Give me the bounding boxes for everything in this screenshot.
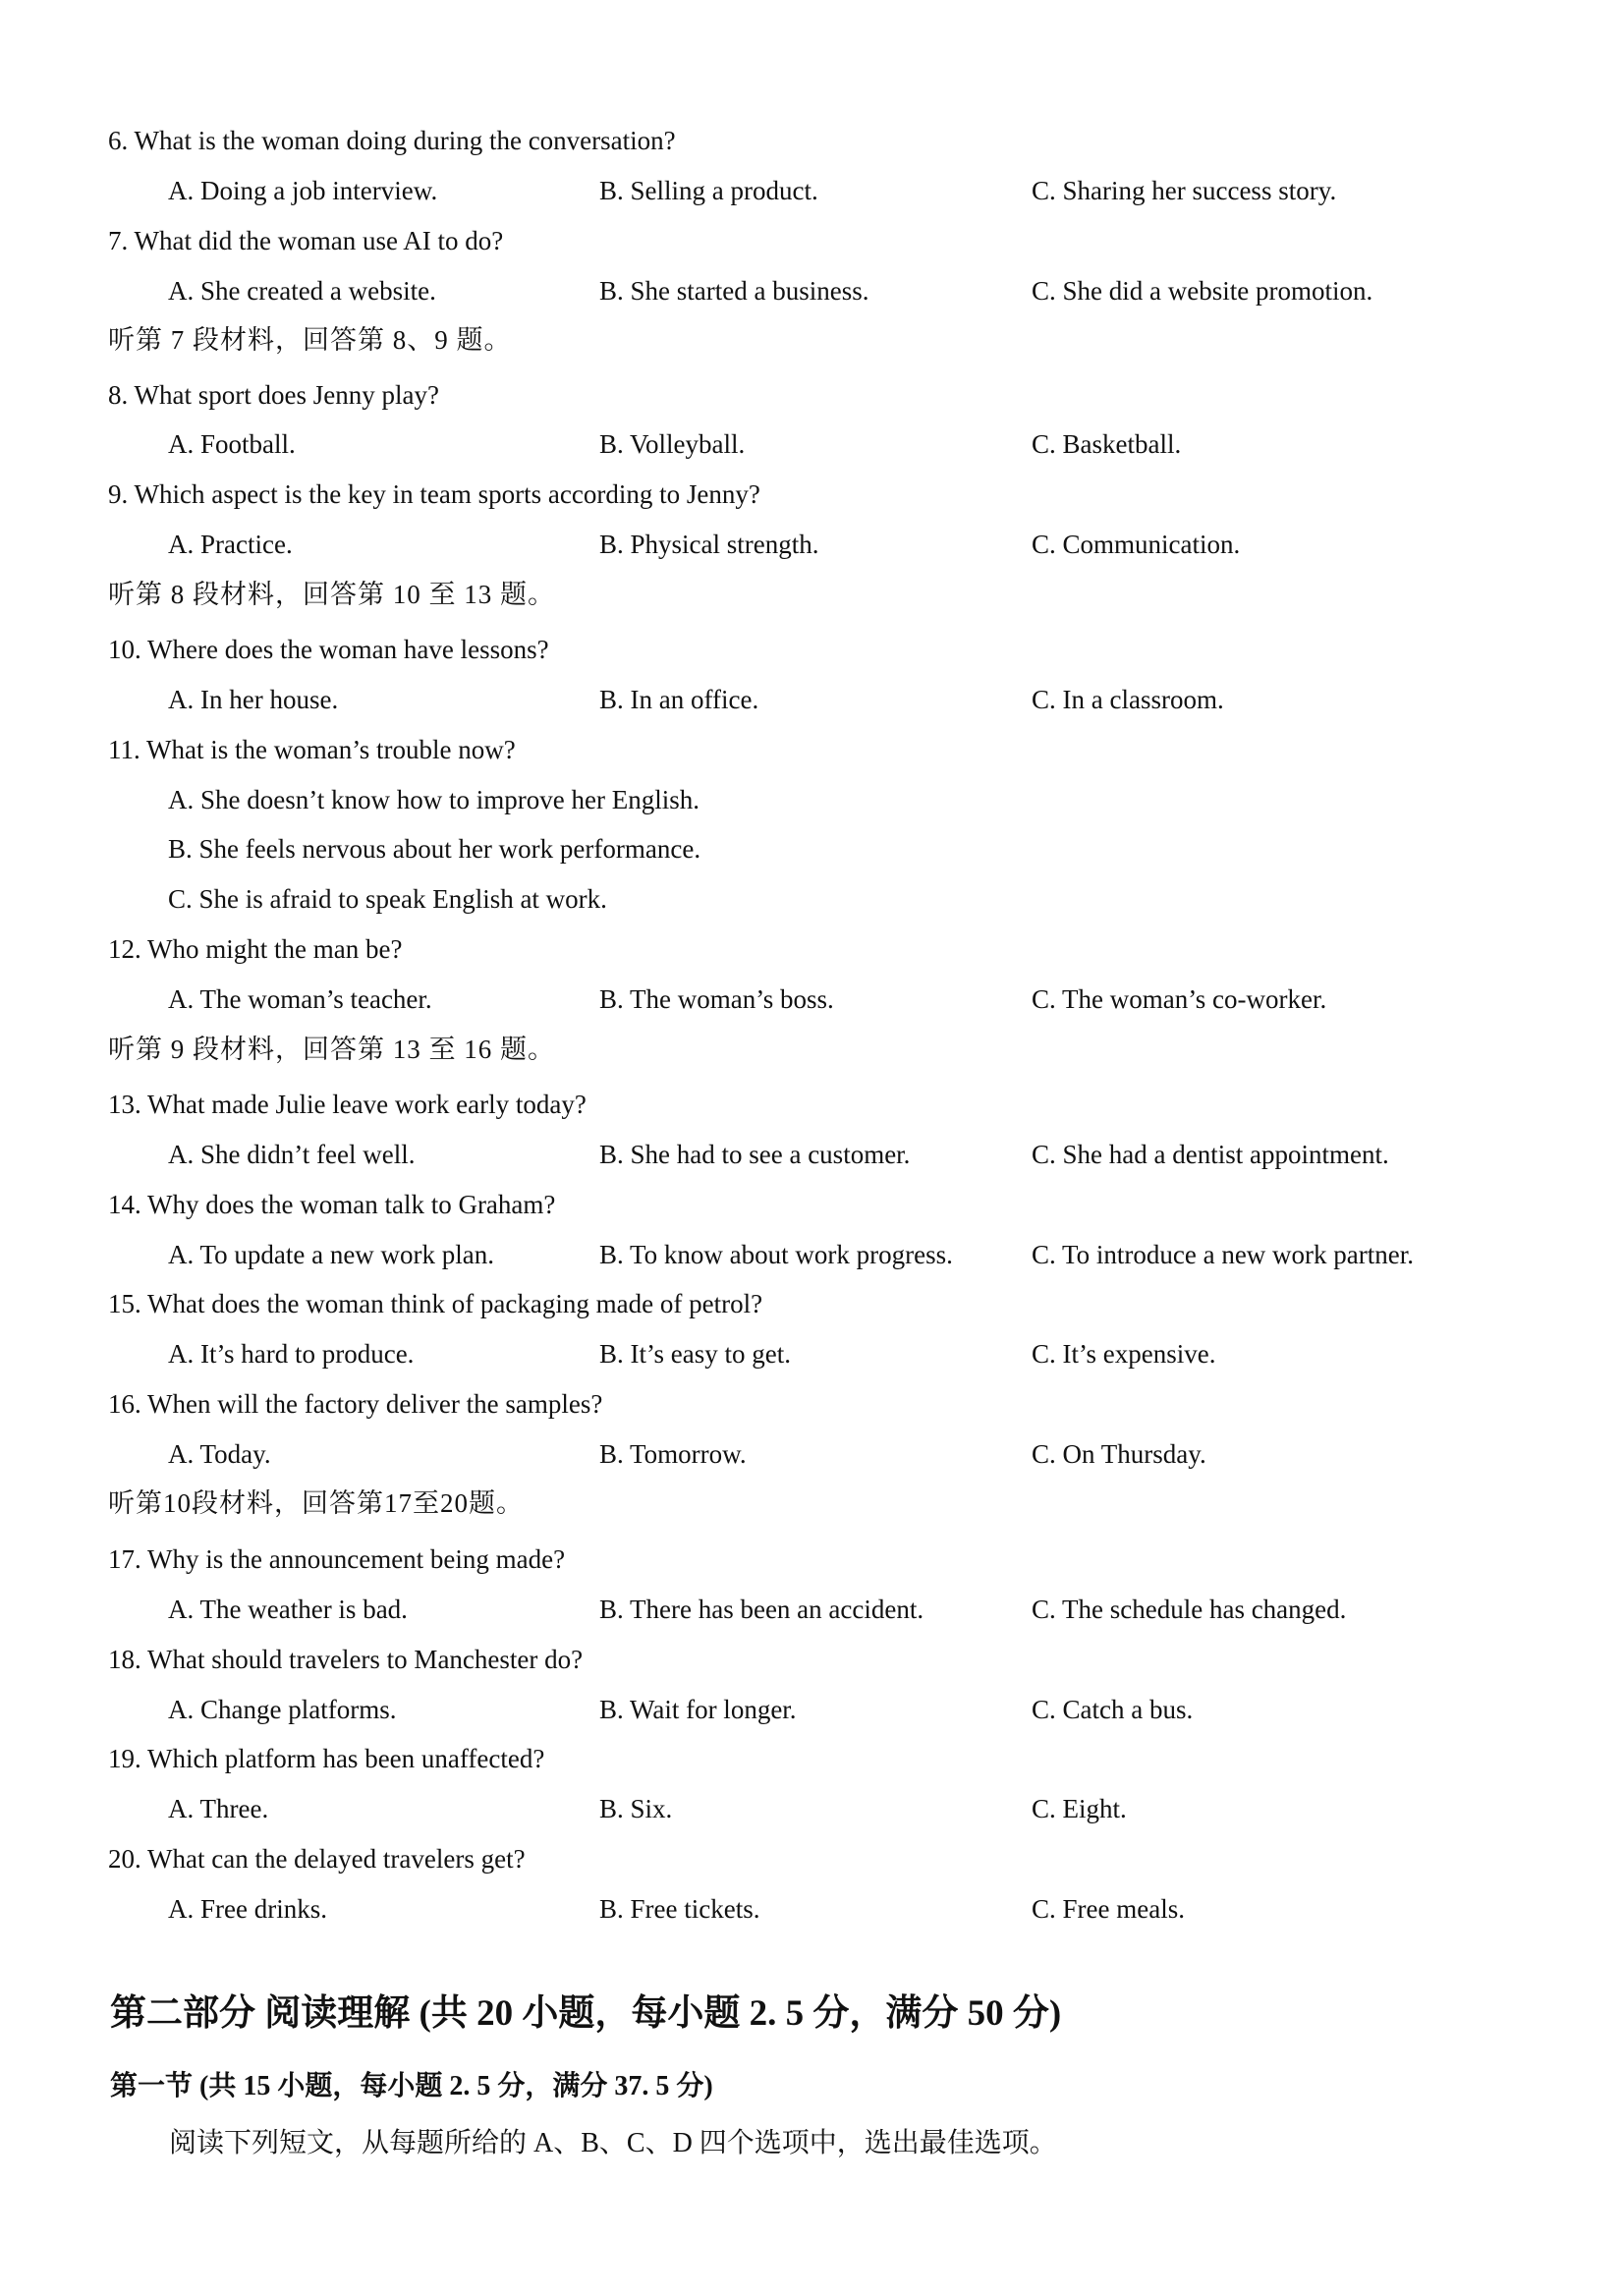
q18-option-a: A. Change platforms. (168, 1695, 397, 1724)
q8-option-c: C. Basketball. (1032, 429, 1182, 459)
q12-option-b: B. The woman’s boss. (599, 984, 834, 1014)
q16-option-c: C. On Thursday. (1032, 1439, 1206, 1469)
q17-option-b: B. There has been an accident. (599, 1595, 924, 1624)
q14-option-b: B. To know about work progress. (599, 1240, 953, 1269)
q13-option-b: B. She had to see a customer. (599, 1140, 911, 1169)
section-header-9: 听第 9 段材料，回答第 13 至 16 题。 (108, 1035, 555, 1064)
q19-option-c: C. Eight. (1032, 1794, 1127, 1823)
q11-option-a: A. She doesn’t know how to improve her English. (168, 785, 700, 814)
q10-option-b: B. In an office. (599, 685, 759, 714)
q19-option-a: A. Three. (168, 1794, 269, 1823)
q8-option-b: B. Volleyball. (599, 429, 746, 459)
q13-option-a: A. She didn’t feel well. (168, 1140, 416, 1169)
q19-option-b: B. Six. (599, 1794, 673, 1823)
question-6: 6. What is the woman doing during the conversation? (108, 126, 676, 155)
question-14: 14. Why does the woman talk to Graham? (108, 1190, 556, 1219)
q8-option-a: A. Football. (168, 429, 296, 459)
q18-option-c: C. Catch a bus. (1032, 1695, 1194, 1724)
q9-option-a: A. Practice. (168, 530, 293, 559)
q18-option-b: B. Wait for longer. (599, 1695, 797, 1724)
question-12: 12. Who might the man be? (108, 934, 403, 964)
question-19: 19. Which platform has been unaffected? (108, 1744, 545, 1773)
q11-option-b: B. She feels nervous about her work performance. (168, 834, 701, 864)
question-7: 7. What did the woman use AI to do? (108, 226, 504, 255)
q14-option-c: C. To introduce a new work partner. (1032, 1240, 1415, 1269)
q7-option-c: C. She did a website promotion. (1032, 276, 1373, 306)
section-header-7: 听第 7 段材料，回答第 8、9 题。 (108, 325, 512, 355)
q7-option-b: B. She started a business. (599, 276, 869, 306)
section-header-8: 听第 8 段材料，回答第 10 至 13 题。 (108, 580, 555, 609)
q10-option-a: A. In her house. (168, 685, 339, 714)
part2-subsection-title: 第一节 (共 15 小题，每小题 2. 5 分，满分 37. 5 分) (110, 2071, 713, 2101)
q11-option-c: C. She is afraid to speak English at work. (168, 884, 607, 914)
question-16: 16. When will the factory deliver the samples? (108, 1389, 603, 1419)
section-header-10: 听第10段材料，回答第17至20题。 (108, 1488, 524, 1518)
q16-option-b: B. Tomorrow. (599, 1439, 747, 1469)
question-15: 15. What does the woman think of packaging made of petrol? (108, 1289, 763, 1318)
q15-option-c: C. It’s expensive. (1032, 1339, 1216, 1369)
question-10: 10. Where does the woman have lessons? (108, 635, 549, 664)
q6-option-c: C. Sharing her success story. (1032, 176, 1337, 205)
q14-option-a: A. To update a new work plan. (168, 1240, 495, 1269)
q17-option-c: C. The schedule has changed. (1032, 1595, 1347, 1624)
q13-option-c: C. She had a dentist appointment. (1032, 1140, 1389, 1169)
q15-option-b: B. It’s easy to get. (599, 1339, 791, 1369)
question-20: 20. What can the delayed travelers get? (108, 1844, 526, 1874)
q6-option-b: B. Selling a product. (599, 176, 818, 205)
q17-option-a: A. The weather is bad. (168, 1595, 408, 1624)
question-18: 18. What should travelers to Manchester do? (108, 1645, 584, 1674)
question-17: 17. Why is the announcement being made? (108, 1544, 566, 1574)
question-9: 9. Which aspect is the key in team sports according to Jenny? (108, 479, 760, 509)
part2-title: 第二部分 阅读理解 (共 20 小题，每小题 2. 5 分，满分 50 分) (110, 1993, 1062, 2034)
q20-option-c: C. Free meals. (1032, 1894, 1185, 1924)
q9-option-b: B. Physical strength. (599, 530, 819, 559)
q10-option-c: C. In a classroom. (1032, 685, 1224, 714)
question-13: 13. What made Julie leave work early today? (108, 1090, 587, 1119)
q20-option-b: B. Free tickets. (599, 1894, 760, 1924)
reading-instruction: 阅读下列短文，从每题所给的 A、B、C、D 四个选项中，选出最佳选项。 (169, 2128, 1057, 2158)
q6-option-a: A. Doing a job interview. (168, 176, 438, 205)
question-8: 8. What sport does Jenny play? (108, 380, 439, 410)
q16-option-a: A. Today. (168, 1439, 271, 1469)
question-11: 11. What is the woman’s trouble now? (108, 735, 516, 764)
q9-option-c: C. Communication. (1032, 530, 1241, 559)
q20-option-a: A. Free drinks. (168, 1894, 327, 1924)
q12-option-c: C. The woman’s co-worker. (1032, 984, 1327, 1014)
q12-option-a: A. The woman’s teacher. (168, 984, 432, 1014)
q7-option-a: A. She created a website. (168, 276, 436, 306)
q15-option-a: A. It’s hard to produce. (168, 1339, 415, 1369)
